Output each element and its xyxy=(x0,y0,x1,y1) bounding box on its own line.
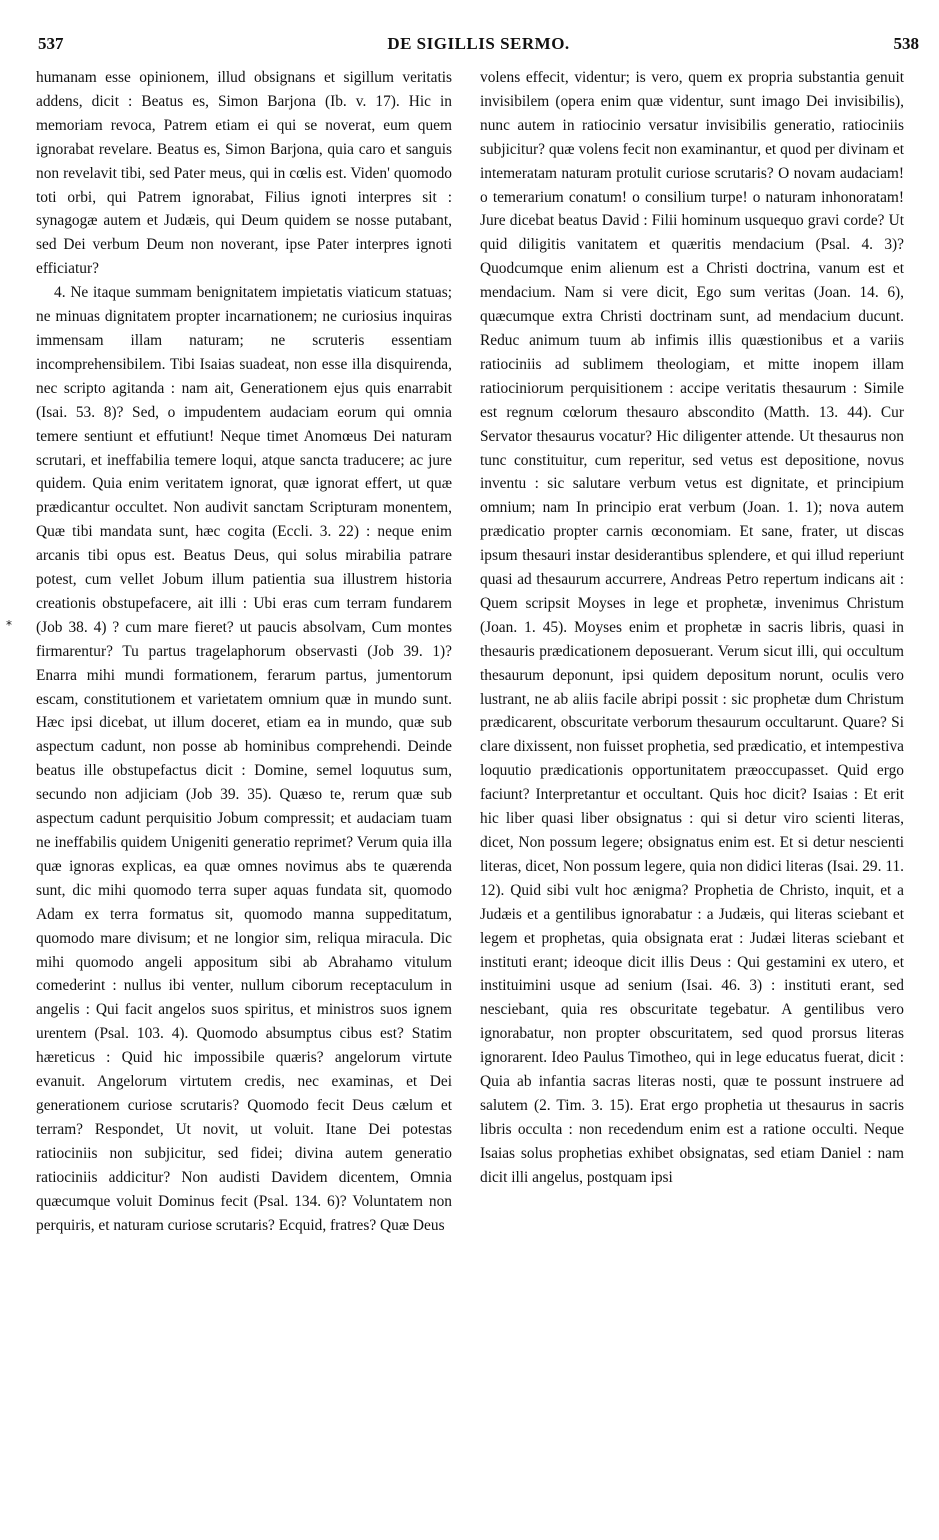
left-column xyxy=(36,66,452,1526)
paragraph-4: 4. Ne itaque summam benignitatem impietatis viaticum statuas; ne minuas dignitatem propter incarnationem; ne curiosius inquiras immensam illam naturam; ne scruteris essentiam incomprehensibilem. Tibi Isaias suadeat, non esse illa disquirenda, nec scripto agitanda : nam ait, Generationem ejus quis enarrabit (Isai. 53. 8)? Sed, o impudentem audaciam eorum qui omnia temere sentiunt et effutiunt! Neque timet Anomœus Dei naturam scrutari, et ineffabilia temere loqui, atque sancta traducere; ac jure quidem. Quia enim veritatem ignorat, quæ ignorat effert, ut quæ prædicantur occultet. Non audivit sanctam Scripturam monentem, Quæ tibi mandata sunt, hæc cogita (Eccli. 3. 22) : neque enim arcanis tibi opus est. Beatus Deus, qui solus mirabilia patrare potest, cum vellet Jobum illum patientia sua illustrem historia creationis obstupefacere, ait illi : Ubi eras cum terram fundarem (Job 38. 4) ? cum mare fieret? ut paucis absolvam, Cum montes firmarentur? Tu partus tragelaphorum observasti (Job 39. 1)? Enarra mihi mundi formationem, ferarum partus, jumentorum escam, constitutionem et varietatem omnium quæ in mundo sunt. Hæc ipsi dicebat, ut illum doceret, etiam ea in mundo, quæ sub aspectum cadunt, non posse ab hominibus comprehendi. Deinde beatus ille obstupefactus dicit : Domine, semel loquutus sum, secundo non adjiciam (Job 39. 35). Quæso te, rerum quæ sub aspectum cadunt perquisitio Jobum compressit; et audaciam tuam ne ineffabilis quidem Unigeniti generatio reprimet? Verum quia illa quæ ignoras explicas, ea quæ omnes novimus abs te quærenda sunt, dic mihi quomodo terra super aquas fundata sit, quomodo Adam ex terra formatus sit, quomodo manna suppeditatum, quomodo mare divisum; et ne longior sim, reliqua miracula. Dic mihi quomodo angeli appositum sibi ab Abrahamo vitulum comederint : nullus ibi venter, nullum ciborum receptaculum in angelis : Qui facit angelos suos spiritus, et ministros suos ignem urentem (Psal. 103. 4). Quomodo absumptus cibus est? Statim hæreticus : Quid hic impossibile quæris? angelorum virtute evanuit. Angelorum virtutem credis, nec examinas, et Dei generationem curiose scrutaris? Quomodo fecit Deus cælum et terram? Respondet, Ut novit, ut voluit. Itane Dei potestas ratiociniis non subjicitur, sed fidei; divina autem generatio ratiociniis addicitur? Non audisti Davidem dicentem, Omnia quæcumque voluit Dominus fecit (Psal. 134. 6)? Voluntatem non perquiris, et naturam curiose scrutaris? Ecquid, fratres? Quæ Deus xyxy=(36,284,452,1234)
margin-mark: * xyxy=(6,618,12,632)
page-number-left: 537 xyxy=(38,34,64,53)
right-column xyxy=(480,66,904,1526)
paragraph-continued-right: volens effecit, videntur; is vero, quem ex propria substantia genuit invisibilem (opera enim quæ videntur, sunt imago Dei invisibilis), nunc autem in ratiocinio versatur invisibilis generatio, ratiociniis subjicitur? quæ volens fecit non examinantur, et quod per divinam et intemeratam naturam protulit curiose scrutaris? O novam audaciam! o temerarium conatum! o consilium turpe! o naturam inhonoratam! Jure dicebat beatus David : Filii hominum usquequo gravi corde? Ut quid diligitis vanitatem et quæritis mendacium (Psal. 4. 3)? Quodcumque enim alienum est a Christi doctrina, vanum est et mendacium. Nam si vere dicit, Ego sum veritas (Joan. 14. 6), quæcumque extra Christi doctrinam sunt, ad mendacium ducunt. Reduc animum tuum ab infimis illis quæstionibus et a variis ratiociniis ad sublimem theologiam, et mitte inopem illam ratiociniorum perquisitionem : accipe veritatis thesaurum : Simile est regnum cœlorum thesauro abscondito (Matth. 13. 44). Cur Servator thesaurus vocatur? Hic diligenter attende. Ut thesaurus non tunc constituitur, cum reperitur, sed vetus est depositione, novus inventu : sic salutare verbum vetus est dignitate, et principium omnium; nam In principio erat verbum (Joan. 1. 1); nova autem prædicatio propter carnis œconomiam. Et sane, frater, ut discas ipsum thesauri instar desiderantibus splendere, et qui illud reperiunt quasi ad thesaurum accurrere, Andreas Petro repertum indicans ait : Quem scripsit Moyses in lege et prophetæ, invenimus Christum (Joan. 1. 45). Moyses enim et prophetæ in sacris libris, quasi in thesauris prædicationem deposuerant. Verum sicut illi, qui occultum thesaurum deponunt, ipsi quidem depositum norunt, oculis vero lustrant, ne ab aliis facile abripi possit : sic prophetæ dum Christum prædicarent, obscuritate verborum thesaurum occultarunt. Quare? Si clare dixissent, non fuisset prophetia, sed prædicatio, et intempestiva loquutio prædicationis opportunitatem præoccupasset. Quid ergo faciunt? Interpretantur et occultant. Quis hoc dicit? Isaias : Et erit hic liber quasi liber obsignatus : qui si detur viro scienti literas, dicet, Non possum legere; obsignatus enim est. Et si detur nescienti literas, dicet, Non possum legere, quia non didici literas (Isai. 29. 11. 12). Quid sibi vult hoc ænigma? Prophetia de Christo, inquit, et a Judæis et a gentilibus ignorabatur : a Judæis, qui literas sciebant et legem et prophetas, quia obsignata erat : Judæi literas sciebant et instituti erant; ideoque dicit illis Deus : Qui gestamini ex utero, et instituimini usque ad senium (Isai. 46. 3) : instituti erant, sed nesciebant, quia res obscuritate tegebatur. A gentilibus vero ignorabatur, non propter obscuritatem, sed quod prorsus literas ignorarent. Ideo Paulus Timotheo, qui in lege educatus fuerat, dicit : Quia ab infantia sacras literas nosti, quæ te possunt instruere ad salutem (2. Tim. 3. 15). Erat ergo prophetia ut thesaurus in sacris libris occulta : non recedendum enim est a ratione occulti. Neque Isaias solus prophetias exhibet obsignatas, sed etiam Daniel : nam dicit illi angelus, postquam ipsi xyxy=(480,69,904,1186)
running-title: DE SIGILLIS SERMO. xyxy=(387,34,570,53)
running-head xyxy=(38,34,919,60)
paragraph-continued: humanam esse opinionem, illud obsignans et sigillum veritatis addens, dicit : Beatus es, Simon Barjona (Ib. v. 17). Hic in memoriam revoca, Patrem etiam ei qui se noverat, eum quem ignorabat revelare. Beatus es, Simon Barjona, quia caro et sanguis non revelavit tibi, sed Pater meus, qui in cœlis est. Viden' quomodo toti orbi, qui Patrem ignorabat, Filius ignoti interpres sit : synagogæ autem et Judæis, qui Deum quidem se nosse putabant, sed Dei verbum Deum non noverant, ipse Pater interpres ignoti efficiatur? xyxy=(36,69,452,278)
page-number-right: 538 xyxy=(893,34,919,53)
